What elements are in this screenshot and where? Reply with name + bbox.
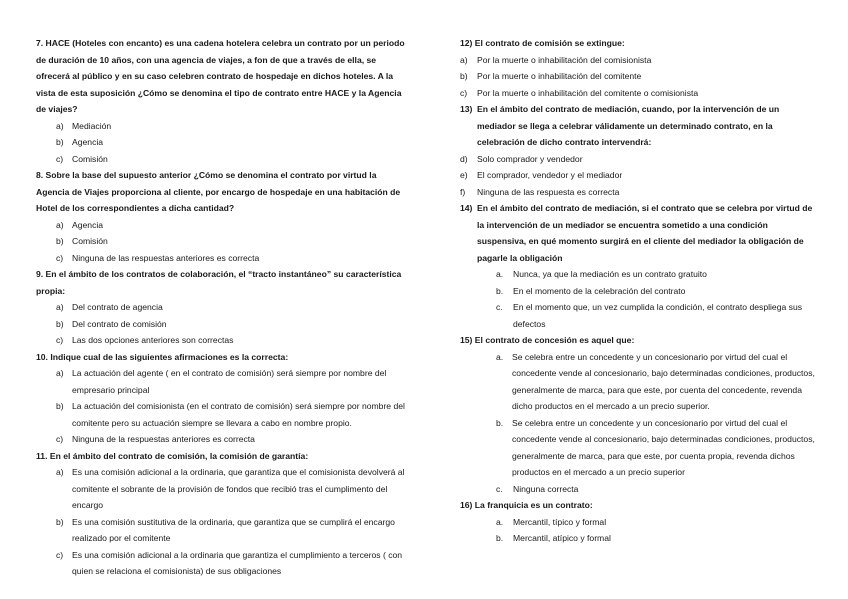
option <box>36 365 408 398</box>
option <box>460 266 816 283</box>
option-text: Solo comprador y vendedor <box>477 153 583 164</box>
question-9: 9. En el ámbito de los contratos de colaboración, el “tracto instantáneo” su característica propia: <box>36 269 402 296</box>
option <box>460 481 816 498</box>
option-marker: b) <box>56 516 64 527</box>
question-15: 15) El contrato de concesión es aquel que: <box>460 335 635 345</box>
option-text: Del contrato de comisión <box>72 318 167 329</box>
option-text: Ninguna de las respuestas anteriores es correcta <box>72 252 260 263</box>
option-marker: a) <box>460 54 468 65</box>
option <box>460 68 816 85</box>
option-text: Es una comisión adicional a la ordinaria que garantiza el cumplimiento a terceros ( con quien se relaciona el comisionista) de sus obligaciones <box>72 549 403 576</box>
option-marker: c. <box>496 483 503 494</box>
option-text: Mercantil, atípico y formal <box>513 533 611 543</box>
option <box>460 349 816 415</box>
option-marker: a) <box>56 467 64 477</box>
option-marker: b. <box>496 285 504 296</box>
option <box>36 332 408 349</box>
question-14 <box>460 200 816 266</box>
option <box>460 184 816 201</box>
question-number: 13) <box>460 104 473 114</box>
option <box>460 167 816 184</box>
option-marker: c) <box>56 335 64 345</box>
option-text: Se celebra entre un concedente y un concesionario por virtud del cual el concedente vende al concesionario, bajo determinadas condiciones, productos, generalmente de marca, para que este, por cuenta del concedente, revenda dicho productos en el mercado a un precio superior. <box>512 351 815 411</box>
question-text: En el ámbito del contrato de mediación, cuando, por la intervención de un mediador se llega a celebrar válidamente un determinado contrato, en la celebración de dicho contrato intervendrá: <box>477 104 780 147</box>
option-text: Ninguna de las respuesta es correcta <box>477 186 620 197</box>
option <box>36 250 408 267</box>
option-marker: b. <box>496 533 504 543</box>
option-text: Comisión <box>72 153 108 164</box>
option-marker: b) <box>56 401 64 411</box>
option-marker: d) <box>460 153 468 164</box>
option-text: Mediación <box>72 120 112 131</box>
option-text: Agencia <box>72 219 104 230</box>
option-text: Mercantil, típico y formal <box>513 516 607 527</box>
option-text: Ninguna de la respuestas anteriores es correcta <box>72 434 255 444</box>
question-text: En el ámbito del contrato de mediación, si el contrato que se celebra por virtud de la intervención de un mediador se encuentra sometido a una condición suspensiva, en qué momento surgirá en el cliente del mediador la obligación de pagarle la obligación <box>477 203 813 263</box>
option-text: En el momento de la celebración del contrato <box>513 285 686 296</box>
option <box>36 464 408 514</box>
option-marker: e) <box>460 170 468 180</box>
option-marker: c. <box>496 302 503 312</box>
option <box>36 398 408 431</box>
option-text: Se celebra entre un concedente y un concesionario por virtud del cual el concedente vende al concesionario, bajo determinadas condiciones, productos, generalmente de marca, para que este, por cuenta propia, revenda dichos productos en el mercado a un precio superior <box>512 417 815 477</box>
option-text: Nunca, ya que la mediación es un contrato gratuito <box>513 269 707 279</box>
option-marker: b) <box>460 71 468 81</box>
question-16: 16) La franquicia es un contrato: <box>460 500 593 510</box>
option-marker: c) <box>460 87 468 98</box>
option-text: El comprador, vendedor y el mediador <box>477 170 623 180</box>
option <box>36 547 408 580</box>
option-text: Es una comisión sustitutiva de la ordinaria, que garantiza que se cumplirá el encargo realizado por el comitente <box>72 516 395 543</box>
option <box>460 299 816 332</box>
option-marker: a) <box>56 120 64 131</box>
option-marker: c) <box>56 549 64 560</box>
option <box>460 85 816 102</box>
option-marker: a. <box>496 351 504 362</box>
option-text: Por la muerte o inhabilitación del comitente o comisionista <box>477 87 699 98</box>
option <box>36 514 408 547</box>
option <box>460 530 816 547</box>
option <box>36 299 408 316</box>
option-marker: a) <box>56 219 64 230</box>
option-marker: c) <box>56 252 64 263</box>
option-marker: b) <box>56 318 64 329</box>
question-13 <box>460 101 816 151</box>
option-text: Agencia <box>72 137 104 147</box>
option <box>460 514 816 531</box>
option <box>460 151 816 168</box>
option <box>460 415 816 481</box>
option-text: La actuación del comisionista (en el contrato de comisión) será siempre por nombre del comitente pero su actuación siempre se llevara a cabo en nombre propio. <box>72 401 405 428</box>
option-marker: a. <box>496 269 504 279</box>
option <box>36 316 408 333</box>
option-text: Por la muerte o inhabilitación del comisionista <box>477 54 652 65</box>
question-10: 10. Indique cual de las siguientes afirmaciones es la correcta: <box>36 351 289 362</box>
option <box>36 151 408 168</box>
option-marker: b) <box>56 137 64 147</box>
option-text: Ninguna correcta <box>513 483 579 494</box>
option-text: Del contrato de agencia <box>72 302 163 312</box>
option-marker: a) <box>56 302 64 312</box>
option <box>36 233 408 250</box>
option <box>36 431 408 448</box>
option <box>460 52 816 69</box>
option-marker: c) <box>56 153 64 164</box>
option-marker: a) <box>56 368 64 378</box>
right-column <box>460 35 816 547</box>
option-marker: f) <box>460 186 466 197</box>
option-text: Las dos opciones anteriores son correctas <box>72 335 234 345</box>
left-column <box>36 35 408 580</box>
option-text: En el momento que, un vez cumplida la condición, el contrato despliega sus defectos <box>513 302 803 329</box>
option-text: Es una comisión adicional a la ordinaria, que garantiza que el comisionista devolverá al comitente el sobrante de la provisión de fondos que recibió tras el cumplimento del encargo <box>72 467 405 510</box>
option <box>36 217 408 234</box>
question-11: 11. En el ámbito del contrato de comisión, la comisión de garantía: <box>36 450 309 461</box>
option-marker: b) <box>56 236 64 246</box>
option-text: Por la muerte o inhabilitación del comitente <box>477 71 642 81</box>
question-12: 12) El contrato de comisión se extingue: <box>460 38 625 48</box>
option-text: La actuación del agente ( en el contrato de comisión) será siempre por nombre del empresario principal <box>72 368 387 395</box>
option-marker: a. <box>496 516 504 527</box>
option-marker: c) <box>56 434 64 444</box>
question-number: 14) <box>460 203 473 213</box>
option-marker: b. <box>496 417 504 428</box>
question-8: 8. Sobre la base del supuesto anterior ¿Cómo se denomina el contrato por virtud la Agencia de Viajes proporciona al cliente, por encargo de hospedaje en una habitación de Hotel de los correspondientes a dicha cantidad? <box>36 170 401 213</box>
option <box>36 118 408 135</box>
option-text: Comisión <box>72 236 108 246</box>
option <box>460 283 816 300</box>
option <box>36 134 408 151</box>
question-7: 7. HACE (Hoteles con encanto) es una cadena hotelera celebra un contrato por un periodo de duración de 10 años, con una agencia de viajes, a fon de que a través de ella, se ofrecerá al público y en su caso celebren contrato de hospedaje en dichos hoteles. A la vista de esta suposición ¿Cómo se denomina el tipo de contrato entre HACE y la Agencia de viajes? <box>36 38 405 114</box>
